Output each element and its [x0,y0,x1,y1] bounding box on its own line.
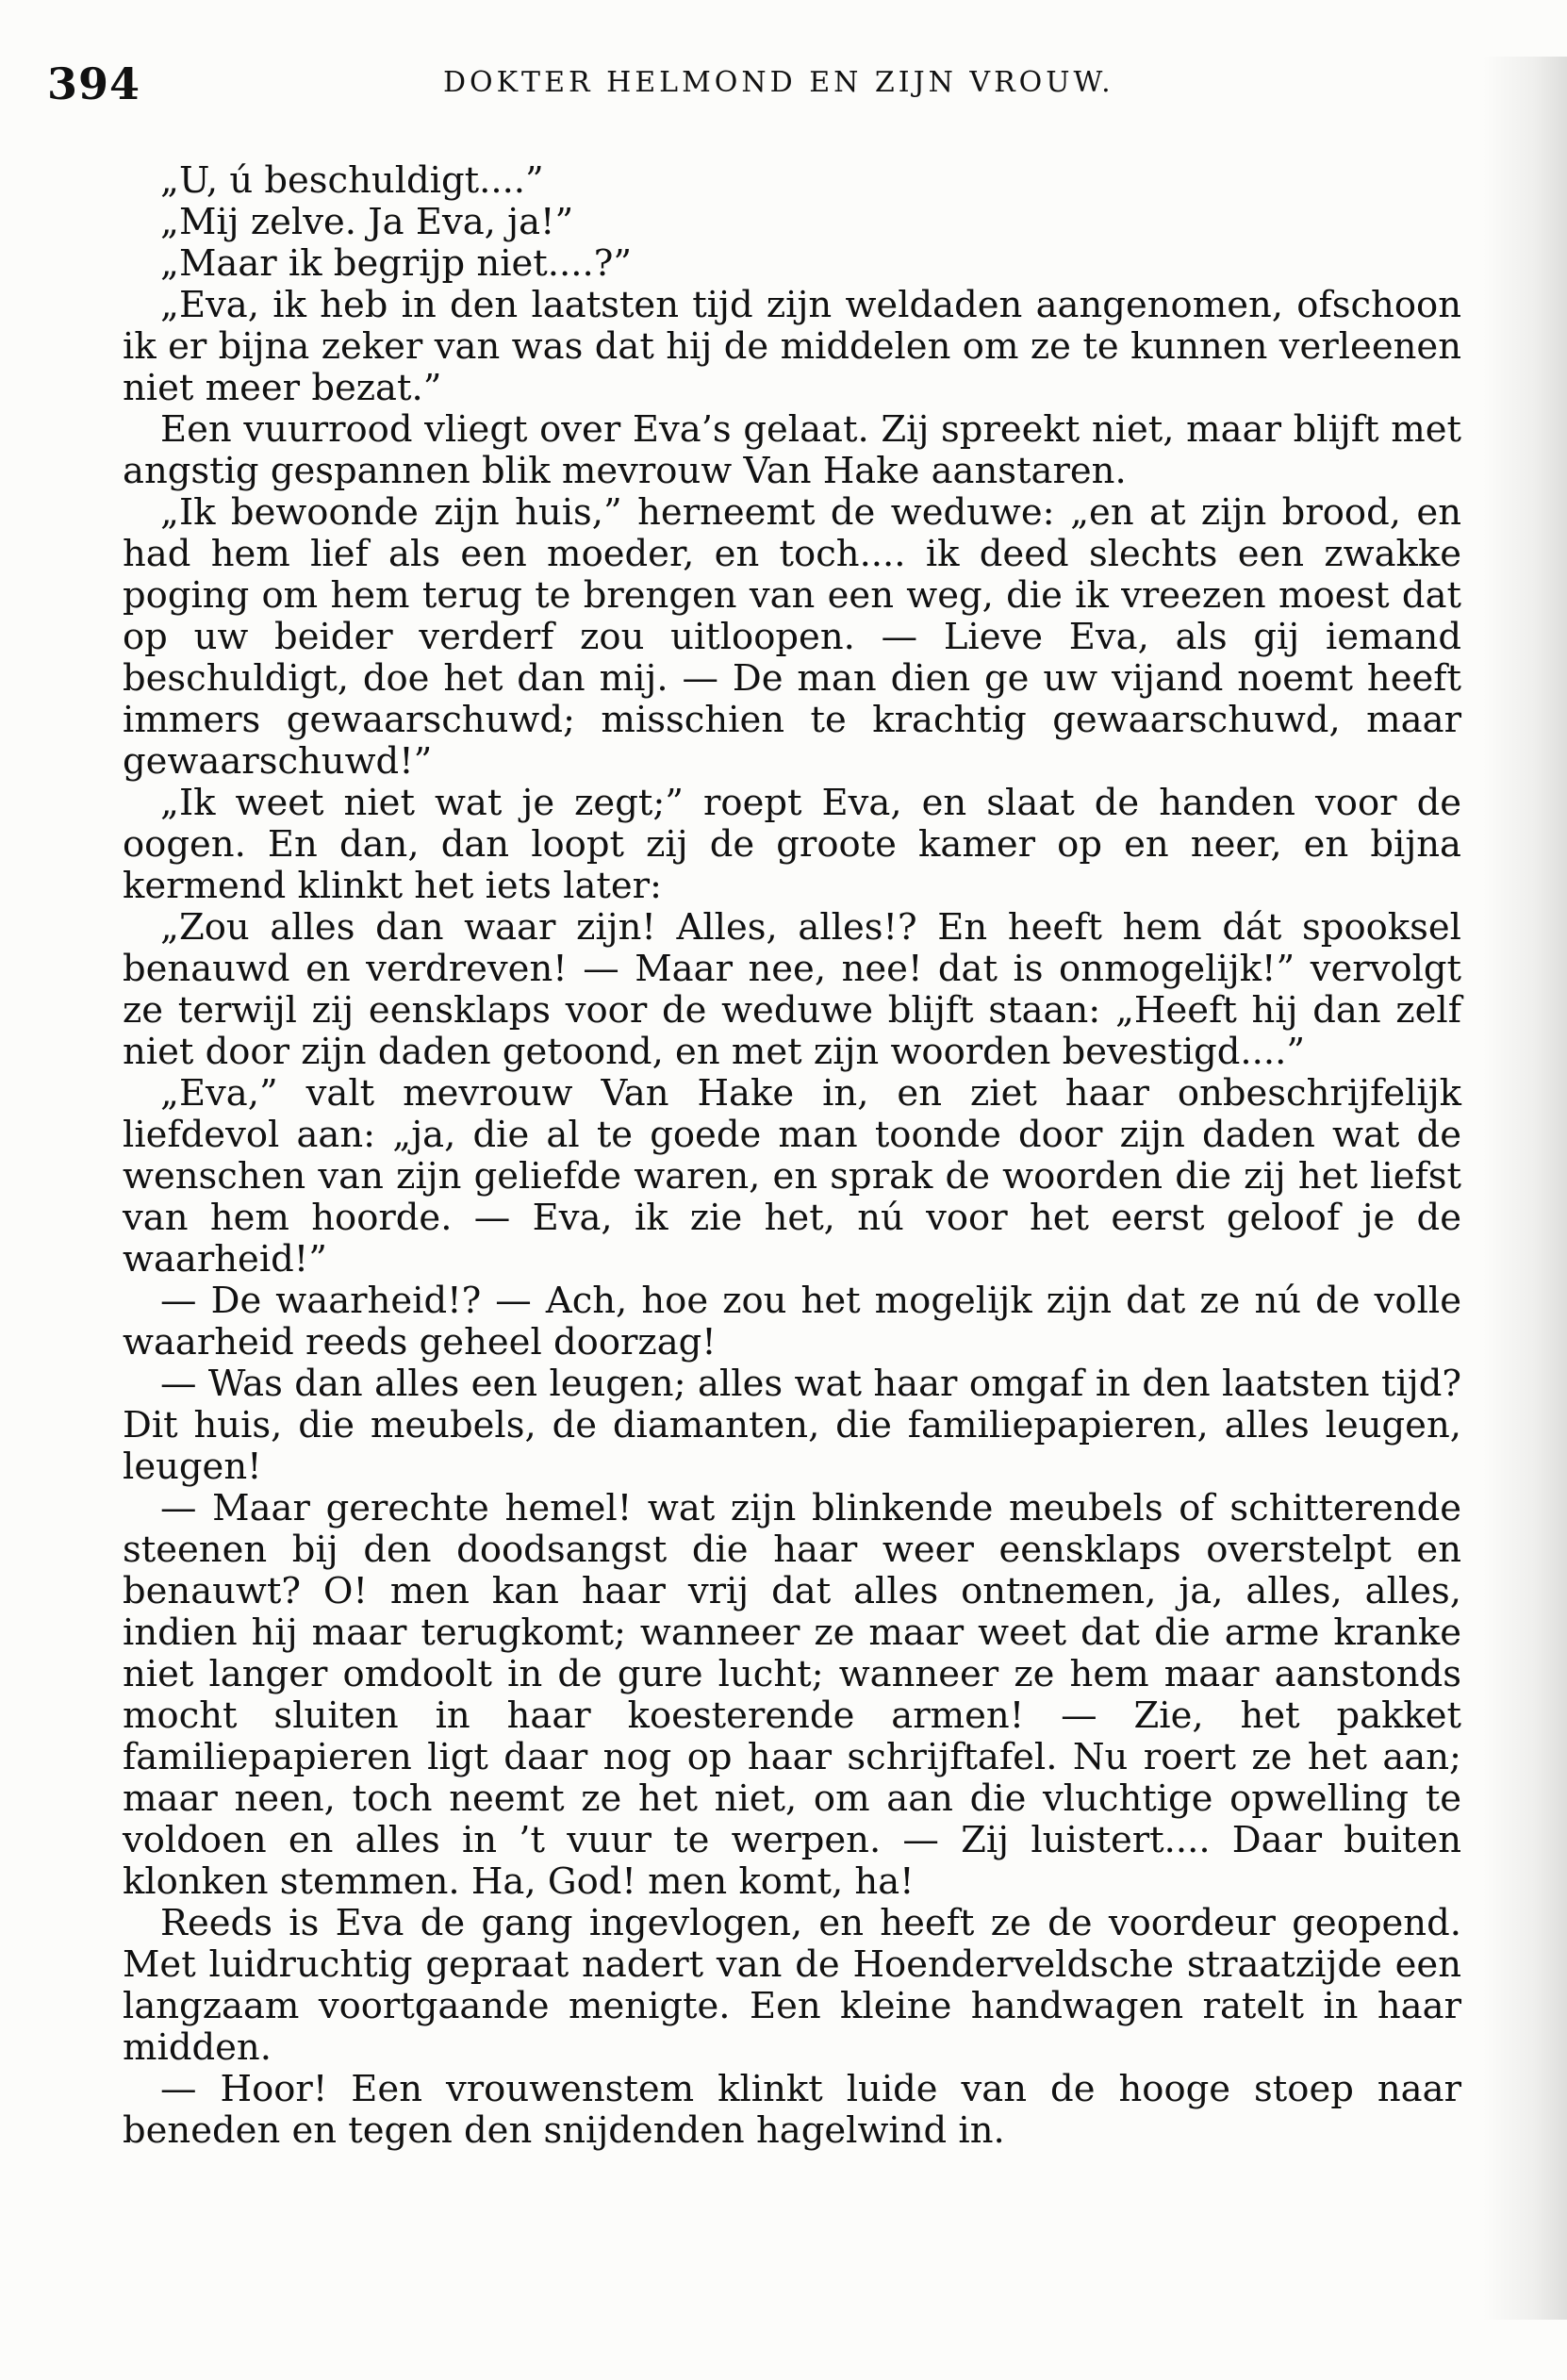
paragraph: „U, ú beschuldigt....” [160,159,544,202]
paragraph: „Ik bewoonde zijn huis,” herneemt de weduwe: „en at zijn brood, en had hem lief als een moeder, en toch.... ik deed slechts een zwakke poging om hem terug te brengen van een weg, die ik vreezen moest dat op uw beider verderf zou uitloopen. — Lieve Eva, als gij iemand beschuldigt, doe het dan mij. — De man dien ge uw vijand noemt heeft immers gewaarschuwd; misschien te krachtig gewaarschuwd, maar gewaarschuwd!” [123,491,1461,783]
paragraph: — Hoor! Een vrouwenstem klinkt luide van de hooge stoep naar beneden en tegen den snijdenden hagelwind in. [123,2068,1461,2152]
page-edge-shading [1482,57,1567,2320]
body-text [123,160,1461,2152]
running-title: DOKTER HELMOND EN ZIJN VROUW. [443,66,1114,99]
paragraph: „Eva,” valt mevrouw Van Hake in, en ziet haar onbeschrijfelijk liefdevol aan: „ja, die al te goede man toonde door zijn daden wat de wenschen van zijn geliefde waren, en sprak de woorden die zij het liefst van hem hoorde. — Eva, ik zie het, nú voor het eerst geloof je de waarheid!” [123,1072,1461,1281]
paragraph: — Maar gerechte hemel! wat zijn blinkende meubels of schitterende steenen bij den doodsangst die haar weer eensklaps overstelpt en benauwt? O! men kan haar vrij dat alles ontnemen, ja, alles, alles, indien hij maar terugkomt; wanneer ze maar weet dat die arme kranke niet langer omdoolt in de gure lucht; wanneer ze hem maar aanstonds mocht sluiten in haar koesterende armen! — Zie, het pakket familiepapieren ligt daar nog op haar schrijftafel. Nu roert ze het aan; maar neen, toch neemt ze het niet, om aan die vluchtige opwelling te voldoen en alles in ’t vuur te werpen. — Zij luistert.... Daar buiten klonken stemmen. Ha, God! men komt, ha! [123,1487,1461,1903]
page-number: 394 [47,58,141,109]
paragraph: — De waarheid!? — Ach, hoe zou het mogelijk zijn dat ze nú de volle waarheid reeds geheel doorzag! [123,1280,1461,1364]
paragraph: „Mij zelve. Ja Eva, ja!” [160,201,574,243]
page-header [47,58,1480,115]
paragraph: Reeds is Eva de gang ingevlogen, en heeft ze de voordeur geopend. Met luidruchtig gepraat nadert van de Hoenderveldsche straatzijde een langzaam voortgaande menigte. Een kleine handwagen ratelt in haar midden. [123,1902,1461,2069]
paragraph: „Zou alles dan waar zijn! Alles, alles!? En heeft hem dát spooksel benauwd en verdreven! — Maar nee, nee! dat is onmogelijk!” vervolgt ze terwijl zij eensklaps voor de weduwe blijft staan: „Heeft hij dan zelf niet door zijn daden getoond, en met zijn woorden bevestigd....” [123,906,1461,1073]
paragraph: — Was dan alles een leugen; alles wat haar omgaf in den laatsten tijd? Dit huis, die meubels, de diamanten, die familiepapieren, alles leugen, leugen! [123,1363,1461,1488]
paragraph: Een vuurrood vliegt over Eva’s gelaat. Zij spreekt niet, maar blijft met angstig gespannen blik mevrouw Van Hake aanstaren. [123,408,1461,492]
paragraph: „Eva, ik heb in den laatsten tijd zijn weldaden aangenomen, ofschoon ik er bijna zeker van was dat hij de middelen om ze te kunnen verleenen niet meer bezat.” [123,284,1461,409]
paragraph: „Ik weet niet wat je zegt;” roept Eva, en slaat de handen voor de oogen. En dan, dan loopt zij de groote kamer op en neer, en bijna kermend klinkt het iets later: [123,782,1461,907]
paragraph: „Maar ik begrijp niet....?” [160,242,633,285]
